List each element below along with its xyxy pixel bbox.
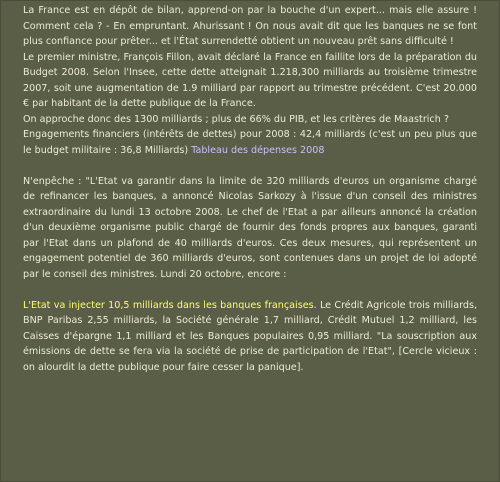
engagements-text: Engagements financiers (intérêts de dettes) pour 2008 : 42,4 milliards (c'est un peu plus que le budget militaire : 36,8 Milliards) — [23, 129, 477, 156]
intro-paragraph-3: On approche donc des 1300 milliards ; plus de 66% du PIB, et les critères de Maastrich ? — [23, 113, 449, 125]
paragraph-spacer — [23, 158, 477, 174]
injection-text: . Le Crédit Agricole trois milliards, BNP Paribas 2,55 milliards, la Société générale 1,7 milliard, Crédit Mutuel 1,2 milliard, les Caisses d'épargne 1,1 milliard et les Banques populaires 0,95 milliard. "La souscription aux émissions de dette se fera via la société de prise de participation de l'Etat", [Cercle vicieux : on alourdit la dette publique pour faire cesser la panique]. — [23, 299, 477, 373]
intro-paragraph-2: Le premier ministre, François Fillon, avait déclaré la France en faillite lors de la préparation du Budget 2008. Selon l'Insee, cette dette atteignait 1.218,300 milliards au troisième trimestre 2007, soit une augmentation de 1.9 milliard par rapport au trimestre précédent. C'est 20.000 € par habitant de la dette publique de la France. — [23, 51, 477, 109]
intro-paragraph-1: La France est en dépôt de bilan, apprend-on par la bouche d'un expert... mais elle assure ! Comment cela ? - En empruntant. Ahurissant ! On nous avait dit que les banques ne se font plus confiance pour prêter... et l'État surrendetté obtient un nouveau prêt sans difficulté ! — [23, 5, 477, 47]
budget-table-link[interactable]: Tableau des dépenses 2008 — [191, 144, 325, 156]
plan-paragraph: N'enpêche : "L'Etat va garantir dans la limite de 320 milliards d'euros un organisme chargé de refinancer les banques, a annoncé Nicolas Sarkozy à l'issue d'un conseil des ministres extraordinaire du lundi 13 octobre 2008. Le chef de l'Etat a par ailleurs annoncé la création d'un deuxième organisme public chargé de fournir des fonds propres aux banques, garanti par l'Etat dans un plafond de 40 milliards d'euros. Ces deux mesures, qui représentent un engagement potentiel de 360 milliards d'euros, sont contenues dans un projet de loi adopté par le conseil des ministres. Lundi 20 octobre, encore : — [23, 175, 477, 280]
paragraph-spacer — [23, 282, 477, 298]
engagements-paragraph — [23, 127, 477, 158]
injection-paragraph — [23, 298, 477, 376]
injection-highlight: L'Etat va injecter 10,5 milliards dans les banques françaises — [23, 299, 314, 311]
